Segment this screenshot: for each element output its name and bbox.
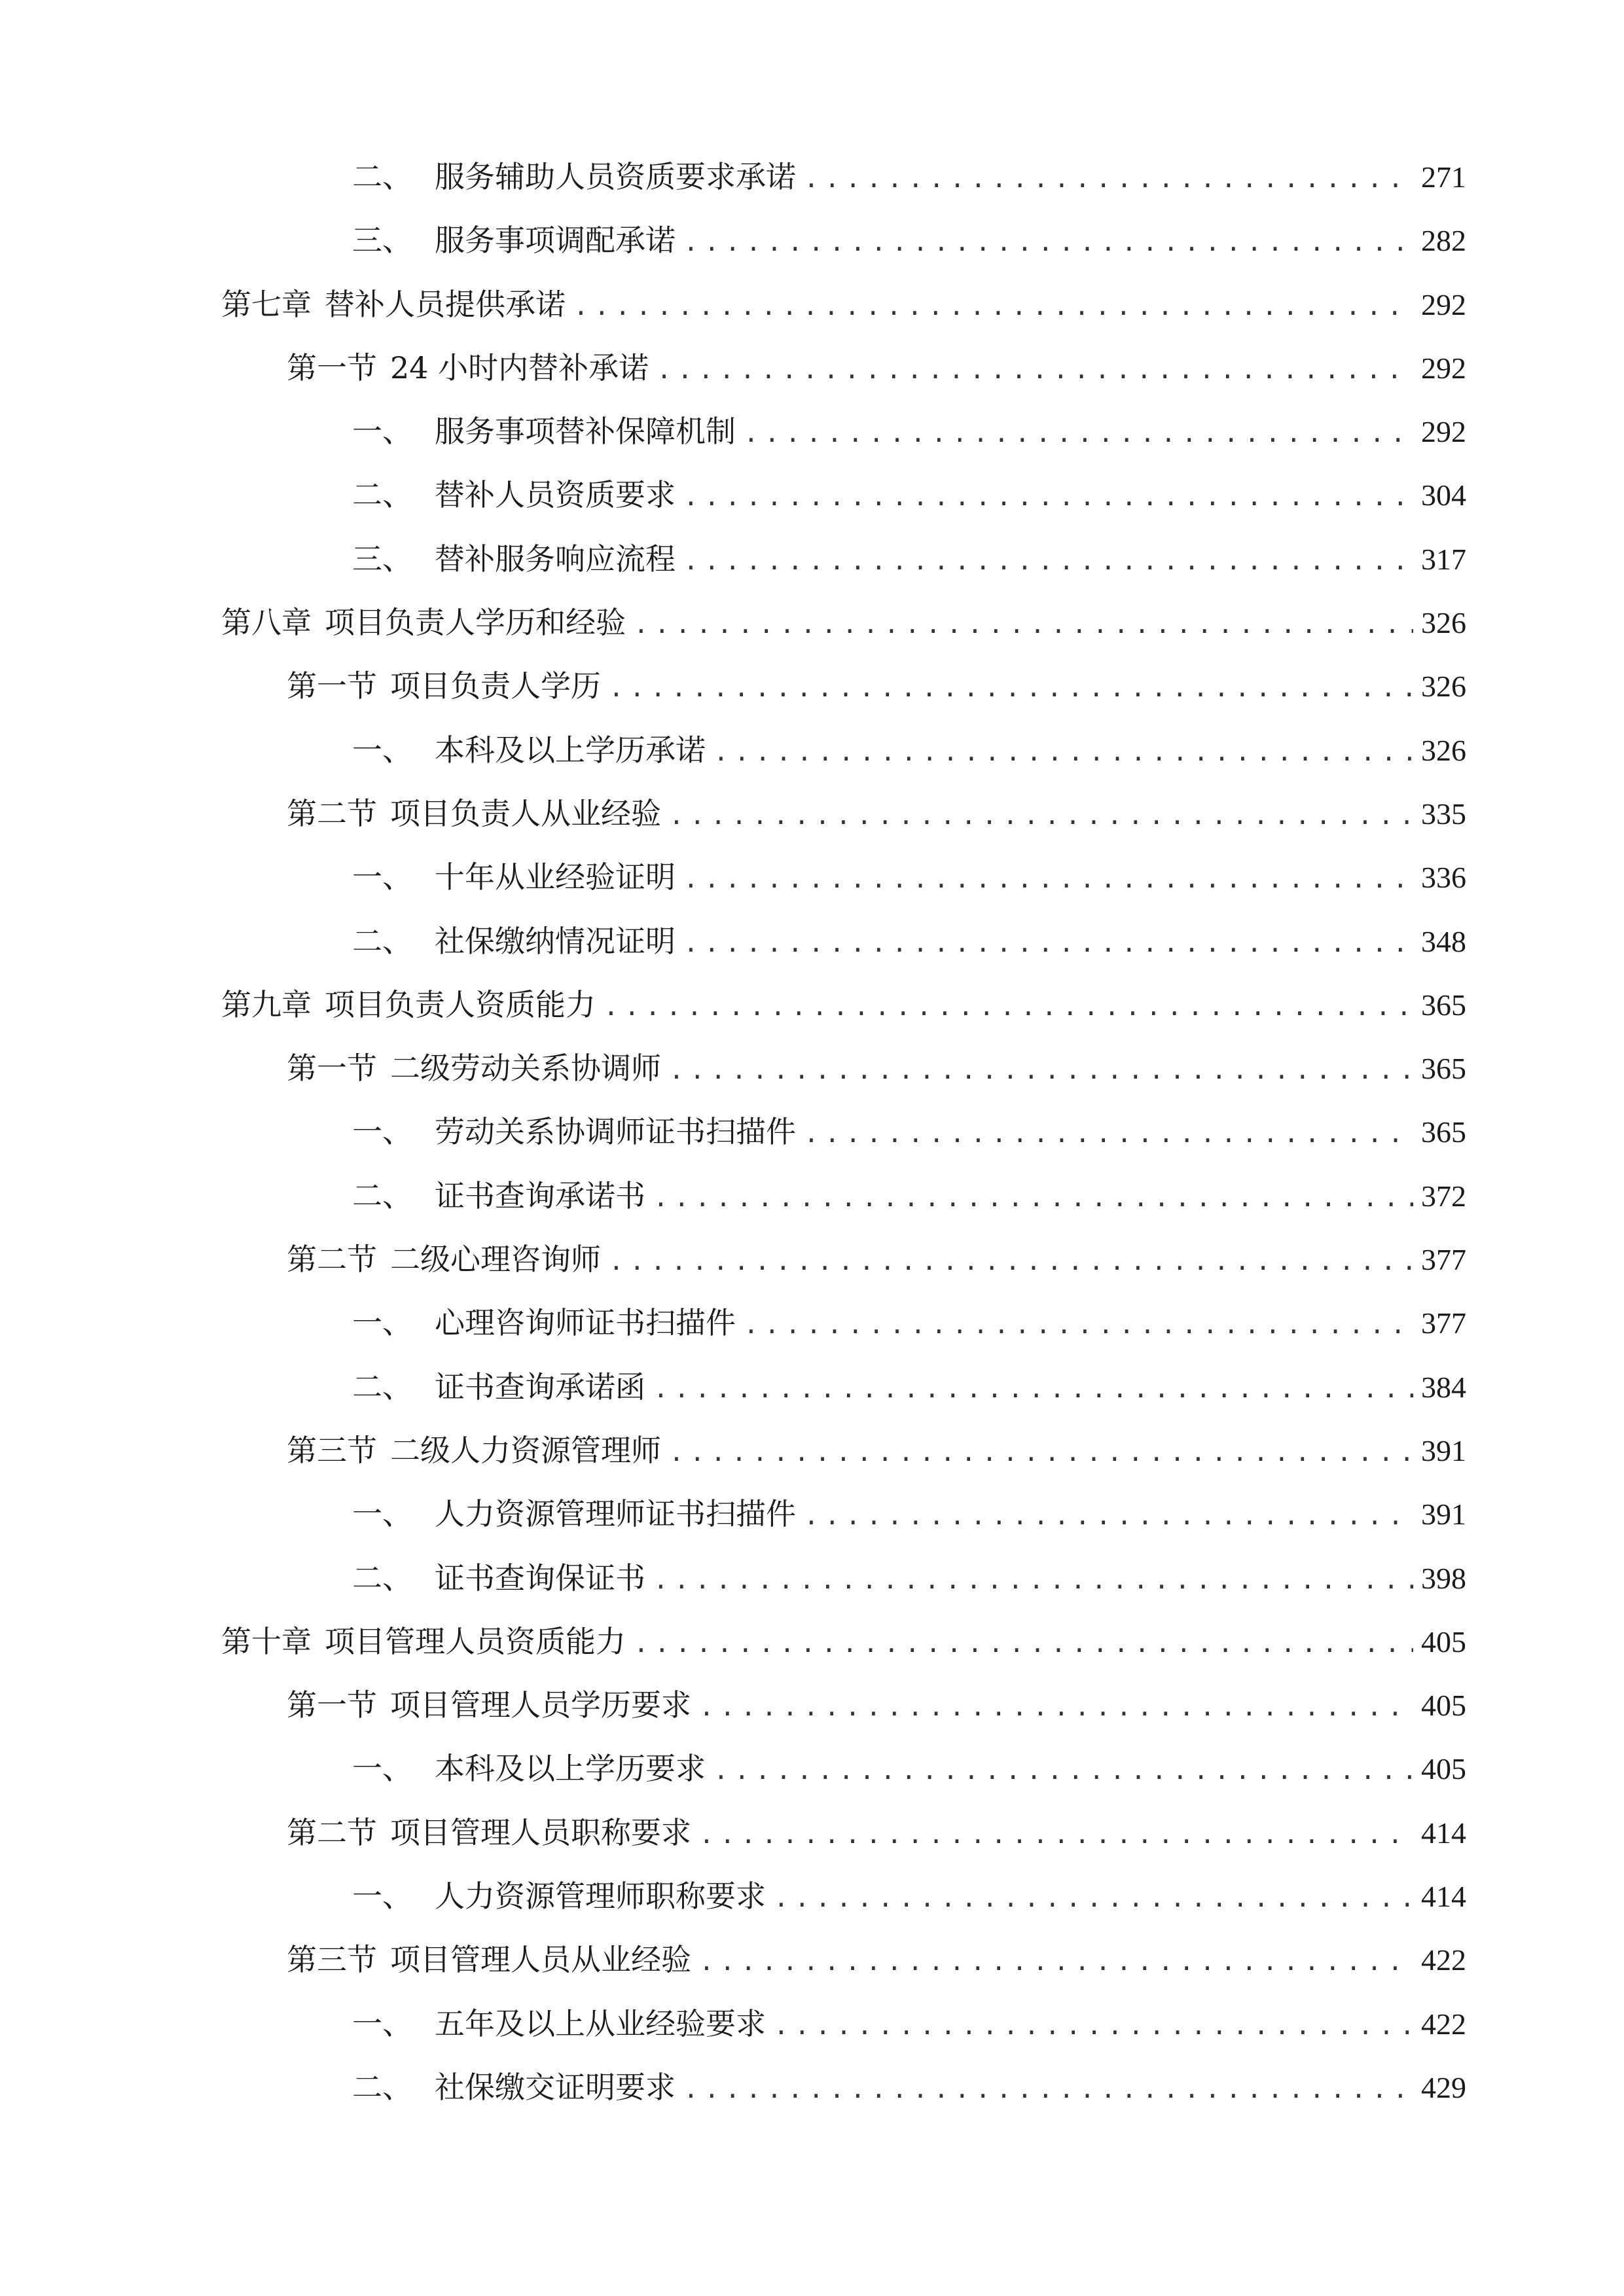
toc-entry-title: 替补服务响应流程 [435,541,676,577]
toc-entry-number: 第九章 [221,986,312,1022]
toc-dot-leader [634,1612,1413,1676]
toc-entry-label [352,1737,706,1801]
toc-entry-number: 第三节 [287,1432,377,1468]
toc-entry-level-3[interactable] [221,463,1466,527]
toc-entry-level-3[interactable] [221,846,1466,909]
toc-entry-number: 一、 [352,2005,412,2041]
toc-entry-title: 项目管理人员学历要求 [390,1687,691,1723]
toc-entry-number: 一、 [352,1751,412,1787]
toc-entry-number: 二、 [352,477,412,513]
toc-entry-label [352,145,796,209]
toc-entry-level-2[interactable] [221,655,1466,718]
toc-entry-title: 社保缴纳情况证明 [435,923,676,959]
toc-entry-label [287,336,649,400]
toc-entry-label [287,1037,661,1100]
toc-entry-level-2[interactable] [221,1037,1466,1100]
toc-entry-page-number: 292 [1421,415,1466,449]
toc-entry-page-number: 422 [1421,1943,1466,1977]
toc-entry-label [352,463,676,527]
toc-entry-level-3[interactable] [221,1355,1466,1419]
toc-entry-number: 一、 [352,1114,412,1150]
toc-entry-title: 本科及以上学历承诺 [435,732,706,768]
toc-entry-page-number: 292 [1421,287,1466,321]
toc-dot-leader [609,656,1413,720]
toc-entry-number: 一、 [352,732,412,768]
toc-entry-label [352,910,676,973]
toc-entry-page-number: 365 [1421,988,1466,1022]
toc-entry-number: 第一节 [287,1687,377,1723]
toc-entry-page-number: 336 [1421,861,1466,895]
toc-entry-level-1[interactable] [221,273,1466,336]
toc-entry-title: 24 小时内替补承诺 [390,350,649,386]
toc-entry-page-number: 348 [1421,924,1466,958]
toc-dot-leader [683,912,1413,975]
toc-entry-level-2[interactable] [221,782,1466,846]
toc-entry-page-number: 271 [1421,160,1466,194]
toc-entry-title: 本科及以上学历要求 [435,1751,706,1787]
toc-dot-leader [669,784,1413,848]
toc-entry-label [221,1610,626,1674]
toc-dot-leader [653,1166,1413,1230]
toc-entry-number: 一、 [352,859,412,895]
toc-entry-page-number: 391 [1421,1498,1466,1532]
toc-entry-label [352,1355,645,1419]
toc-dot-leader [683,2058,1413,2121]
toc-entry-number: 二、 [352,1560,412,1596]
toc-entry-level-3[interactable] [221,910,1466,973]
toc-entry-title: 社保缴交证明要求 [435,2069,676,2105]
toc-entry-number: 三、 [352,223,412,259]
toc-entry-number: 第三节 [287,1942,377,1978]
toc-entry-page-number: 282 [1421,224,1466,258]
toc-entry-label [287,1228,601,1291]
toc-entry-label [221,973,596,1037]
toc-entry-title: 人力资源管理师职称要求 [435,1878,766,1914]
toc-entry-number: 一、 [352,1878,412,1914]
toc-dot-leader [669,1039,1413,1102]
toc-entry-label [352,2056,676,2119]
toc-entry-number: 第二节 [287,1242,377,1278]
toc-entry-label [287,1674,691,1737]
toc-entry-number: 第七章 [221,286,312,322]
toc-entry-title: 服务事项调配承诺 [435,223,676,259]
toc-dot-leader [804,1484,1413,1548]
toc-entry-number: 一、 [352,1305,412,1341]
toc-dot-leader [774,1867,1413,1930]
toc-entry-title: 服务辅助人员资质要求承诺 [435,159,796,194]
toc-dot-leader [699,1676,1413,1739]
toc-entry-page-number: 398 [1421,1561,1466,1595]
toc-entry-page-number: 391 [1421,1433,1466,1467]
toc-entry-level-2[interactable] [221,1674,1466,1737]
toc-entry-number: 二、 [352,159,412,194]
toc-entry-label [352,400,736,463]
toc-dot-leader [683,465,1413,529]
toc-entry-label [287,1419,661,1482]
toc-entry-label [287,1801,691,1865]
toc-entry-title: 心理咨询师证书扫描件 [435,1305,736,1341]
toc-entry-level-3[interactable] [221,1100,1466,1164]
toc-entry-level-1[interactable] [221,591,1466,655]
toc-entry-number: 第八章 [221,605,312,641]
toc-entry-title: 项目负责人从业经验 [390,795,661,831]
toc-entry-level-3[interactable] [221,719,1466,782]
toc-entry-page-number: 405 [1421,1689,1466,1723]
toc-entry-label [352,1164,645,1228]
toc-entry-number: 二、 [352,1177,412,1213]
toc-entry-page-number: 384 [1421,1370,1466,1404]
toc-entry-title: 二级心理咨询师 [390,1242,601,1278]
toc-dot-leader [699,1803,1413,1867]
toc-dot-leader [804,147,1413,211]
toc-dot-leader [657,338,1413,402]
toc-dot-leader [653,1549,1413,1612]
toc-entry-number: 二、 [352,2069,412,2105]
toc-entry-number: 一、 [352,414,412,450]
toc-entry-page-number: 326 [1421,733,1466,767]
toc-entry-level-3[interactable] [221,1291,1466,1355]
toc-entry-title: 项目负责人资质能力 [325,986,596,1022]
toc-entry-page-number: 317 [1421,542,1466,576]
toc-dot-leader [573,275,1413,338]
toc-entry-page-number: 326 [1421,670,1466,704]
toc-entry-number: 第一节 [287,350,377,386]
toc-entry-level-3[interactable] [221,145,1466,209]
toc-entry-number: 一、 [352,1496,412,1532]
toc-entry-title: 项目管理人员从业经验 [390,1942,691,1978]
toc-dot-leader [609,1230,1413,1293]
toc-entry-title: 二级劳动关系协调师 [390,1050,661,1086]
toc-entry-page-number: 377 [1421,1306,1466,1340]
toc-entry-title: 证书查询承诺书 [435,1177,645,1213]
toc-entry-level-3[interactable] [221,209,1466,272]
toc-dot-leader [744,1293,1413,1357]
toc-dot-leader [713,1739,1413,1803]
toc-entry-title: 十年从业经验证明 [435,859,676,895]
toc-entry-level-2[interactable] [221,336,1466,400]
toc-entry-title: 劳动关系协调师证书扫描件 [435,1114,796,1150]
toc-entry-label [221,591,626,655]
toc-entry-level-3[interactable] [221,2056,1466,2119]
toc-entry-label [352,846,676,909]
toc-entry-page-number: 365 [1421,1052,1466,1086]
toc-entry-page-number: 292 [1421,351,1466,385]
toc-entry-level-1[interactable] [221,1610,1466,1674]
toc-entry-label [287,782,661,846]
toc-entry-level-2[interactable] [221,1419,1466,1482]
toc-entry-number: 第十章 [221,1623,312,1659]
toc-entry-label [352,1547,645,1610]
toc-entry-level-3[interactable] [221,1547,1466,1610]
toc-entry-label [352,1865,766,1928]
toc-entry-label [352,1482,796,1546]
toc-entry-page-number: 429 [1421,2070,1466,2104]
toc-dot-leader [744,402,1413,465]
toc-dot-leader [804,1102,1413,1166]
toc-entry-level-3[interactable] [221,1482,1466,1546]
toc-entry-label [352,1992,766,2056]
toc-entry-page-number: 405 [1421,1624,1466,1659]
toc-entry-level-3[interactable] [221,1865,1466,1928]
toc-entry-title: 替补人员提供承诺 [325,286,566,322]
toc-entry-title: 项目负责人学历 [390,668,601,704]
toc-entry-label [352,719,706,782]
toc-dot-leader [683,848,1413,911]
toc-entry-label [352,1291,736,1355]
toc-entry-page-number: 422 [1421,2007,1466,2041]
toc-entry-number: 二、 [352,923,412,959]
toc-entry-title: 项目负责人学历和经验 [325,605,626,641]
toc-entry-number: 三、 [352,541,412,577]
toc-dot-leader [713,721,1413,784]
toc-entry-label [352,528,676,591]
toc-entry-page-number: 372 [1421,1179,1466,1213]
toc-entry-title: 替补人员资质要求 [435,477,676,513]
toc-dot-leader [604,975,1413,1039]
toc-dot-leader [774,1994,1413,2058]
toc-entry-level-3[interactable] [221,1737,1466,1801]
toc-entry-level-3[interactable] [221,400,1466,463]
toc-entry-title: 项目管理人员资质能力 [325,1623,626,1659]
toc-entry-title: 证书查询保证书 [435,1560,645,1596]
toc-entry-level-3[interactable] [221,1992,1466,2056]
toc-entry-number: 第二节 [287,795,377,831]
toc-entry-number: 第二节 [287,1814,377,1850]
toc-entry-page-number: 414 [1421,1816,1466,1850]
toc-entry-label [287,655,601,718]
toc-entry-level-3[interactable] [221,528,1466,591]
toc-entry-level-2[interactable] [221,1801,1466,1865]
toc-entry-label [221,273,566,336]
toc-dot-leader [699,1930,1413,1994]
toc-entry-label [352,209,676,272]
toc-entry-page-number: 304 [1421,478,1466,512]
toc-entry-title: 五年及以上从业经验要求 [435,2005,766,2041]
toc-entry-level-2[interactable] [221,1228,1466,1291]
toc-entry-title: 服务事项替补保障机制 [435,414,736,450]
toc-entry-level-3[interactable] [221,1164,1466,1228]
toc-dot-leader [634,593,1413,656]
toc-entry-label [352,1100,796,1164]
toc-entry-page-number: 414 [1421,1880,1466,1914]
toc-entry-level-2[interactable] [221,1928,1466,1992]
toc-entry-page-number: 365 [1421,1115,1466,1149]
toc-entry-level-1[interactable] [221,973,1466,1037]
toc-dot-leader [683,529,1413,593]
toc-entry-number: 二、 [352,1369,412,1405]
toc-entry-title: 人力资源管理师证书扫描件 [435,1496,796,1532]
toc-dot-leader [683,211,1413,274]
toc-entry-title: 二级人力资源管理师 [390,1432,661,1468]
toc-entry-title: 项目管理人员职称要求 [390,1814,691,1850]
toc-entry-page-number: 326 [1421,606,1466,640]
toc-entry-title: 证书查询承诺函 [435,1369,645,1405]
table-of-contents [221,145,1466,2119]
toc-entry-number: 第一节 [287,1050,377,1086]
toc-dot-leader [669,1421,1413,1484]
toc-entry-page-number: 377 [1421,1243,1466,1277]
toc-entry-number: 第一节 [287,668,377,704]
toc-dot-leader [653,1357,1413,1421]
toc-entry-label [287,1928,691,1992]
toc-entry-page-number: 405 [1421,1752,1466,1786]
toc-entry-page-number: 335 [1421,797,1466,831]
